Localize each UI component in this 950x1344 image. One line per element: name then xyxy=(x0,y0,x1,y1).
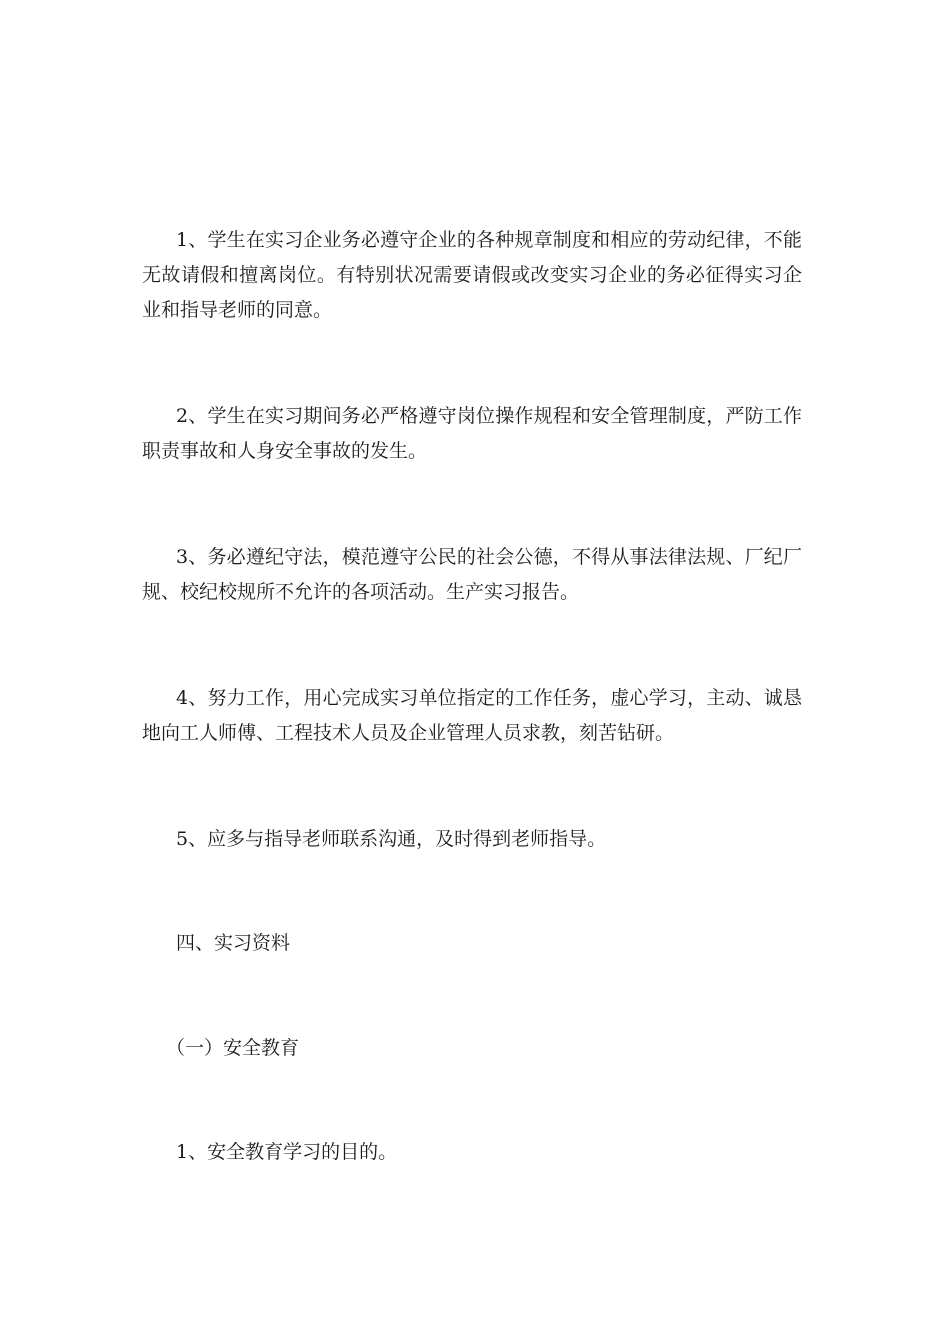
subsection-heading: （一）安全教育 xyxy=(166,1037,300,1059)
rule-paragraph-1: 1、学生在实习企业务必遵守企业的各种规章制度和相应的劳动纪律，不能无故请假和擅离岗位。有特别状况需要请假或改变实习企业的务必征得实习企业和指导老师的同意。 xyxy=(142,229,802,321)
rule-paragraph-5: 5、应多与指导老师联系沟通，及时得到老师指导。 xyxy=(176,828,607,850)
item-heading: 1、安全教育学习的目的。 xyxy=(176,1141,398,1163)
rule-paragraph-2: 2、学生在实习期间务必严格遵守岗位操作规程和安全管理制度，严防工作职责事故和人身安全事故的发生。 xyxy=(142,405,802,462)
rule-paragraph-4: 4、努力工作，用心完成实习单位指定的工作任务，虚心学习，主动、诚恳地向工人师傅、工程技术人员及企业管理人员求教，刻苦钻研。 xyxy=(142,687,802,744)
section-heading: 四、实习资料 xyxy=(176,932,291,954)
rule-paragraph-3: 3、务必遵纪守法，模范遵守公民的社会公德，不得从事法律法规、厂纪厂规、校纪校规所不允许的各项活动。生产实习报告。 xyxy=(142,546,802,603)
